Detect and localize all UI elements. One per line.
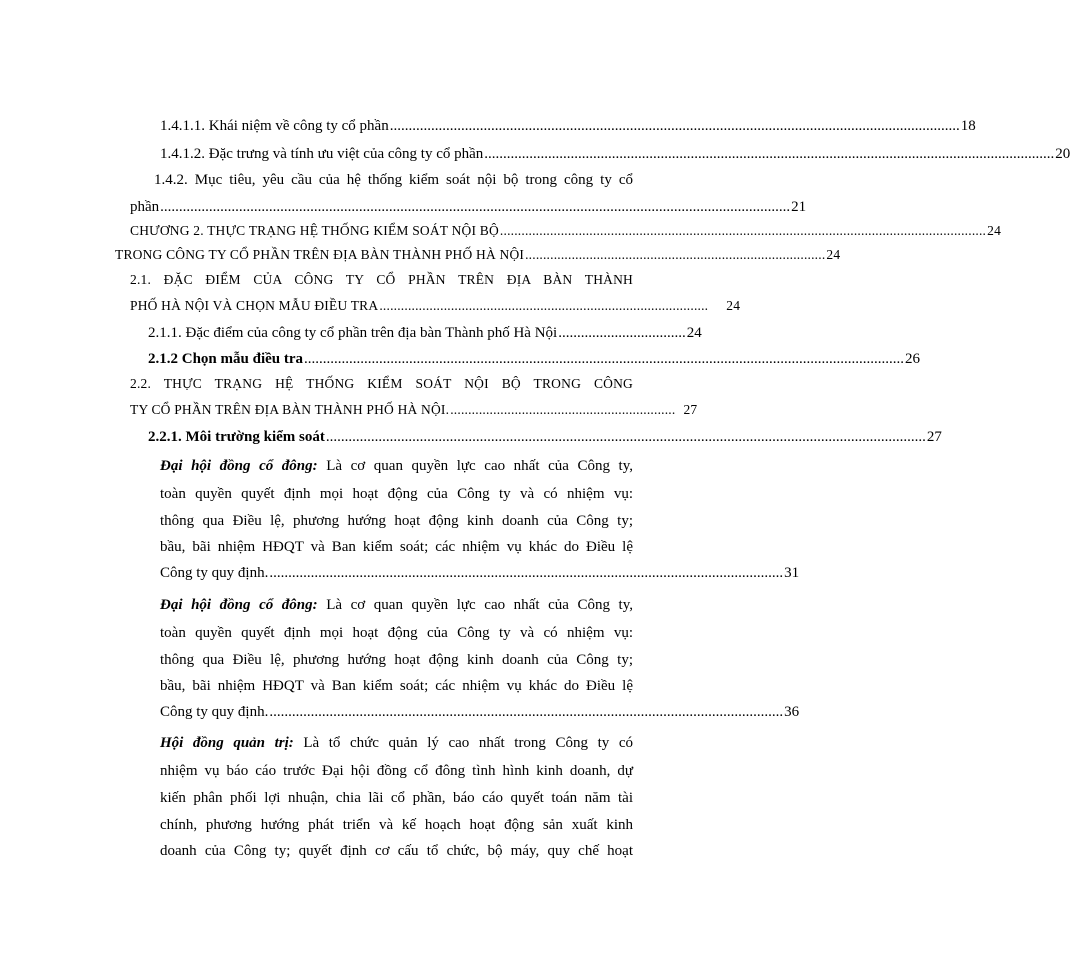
toc-entry-2-2-1[interactable]: [148, 427, 942, 447]
paragraph-2-line-2: toàn quyền quyết định mọi hoạt động của Công ty và có nhiệm vụ:: [160, 625, 633, 641]
toc-entry-title: TRONG CÔNG TY CỔ PHẦN TRÊN ĐỊA BÀN THÀNH PHỐ HÀ NỘI: [115, 247, 525, 262]
paragraph-1-line-2: toàn quyền quyết định mọi hoạt động của Công ty và có nhiệm vụ:: [160, 486, 633, 502]
toc-entry-1-4-2-line1[interactable]: 1.4.2. Mục tiêu, yêu cầu của hệ thống kiểm soát nội bộ trong công ty cổ: [154, 172, 633, 188]
toc-entry-1-4-2[interactable]: [130, 197, 807, 217]
toc-leader-dots: ...............................................................: [450, 402, 676, 417]
toc-entry-2-1[interactable]: [130, 296, 741, 316]
toc-entry-1-4-1-2[interactable]: [160, 144, 1070, 164]
paragraph-label: Đại hội đồng cổ đông:: [160, 458, 318, 474]
toc-entry-title: CHƯƠNG 2. THỰC TRẠNG HỆ THỐNG KIỂM SOÁT NỘI BỘ: [130, 223, 499, 238]
toc-entry-chapter-2-line2[interactable]: [115, 245, 841, 265]
toc-entry-page: 21: [791, 199, 807, 215]
toc-leader-dots: .........................................................................................................................................: [269, 704, 784, 720]
paragraph-2-line-5[interactable]: Công ty quy định. ......................................................................................................................................... 36: [160, 704, 800, 720]
paragraph-1-line-4: bầu, bãi nhiệm HĐQT và Ban kiểm soát; các nhiệm vụ khác do Điều lệ: [160, 539, 633, 555]
toc-entry-2-2-line1[interactable]: 2.2. THỰC TRẠNG HỆ THỐNG KIỂM SOÁT NỘI BỘ TRONG CÔNG: [130, 376, 633, 391]
toc-leader-dots: ........................................................................................................................................................: [484, 146, 1055, 162]
toc-leader-dots: ........................................................................................................................................: [499, 223, 987, 238]
paragraph-2-line-1: Đại hội đồng cổ đông: Là cơ quan quyền lực cao nhất của Công ty,: [160, 597, 633, 613]
toc-entry-page: 27: [926, 429, 942, 445]
toc-leader-dots: ..................................: [558, 325, 686, 341]
toc-leader-dots: ....................................................................................: [525, 247, 826, 262]
toc-leader-dots: ........................................................................................................................................................................: [160, 199, 791, 215]
toc-entry-chapter-2-line1[interactable]: [130, 221, 1002, 241]
paragraph-label: Đại hội đồng cổ đông:: [160, 597, 318, 613]
toc-entry-title: PHỐ HÀ NỘI VÀ CHỌN MẪU ĐIỀU TRA: [130, 298, 379, 313]
toc-entry-2-2[interactable]: [130, 400, 698, 420]
toc-entry-2-1-2[interactable]: [148, 349, 921, 369]
toc-leader-dots: .........................................................................................................................................: [269, 565, 784, 581]
paragraph-1-line-5[interactable]: Công ty quy định. ......................................................................................................................................... 31: [160, 565, 800, 581]
toc-entry-page: 26: [905, 351, 921, 367]
toc-entry-1-4-1-1[interactable]: [160, 116, 976, 136]
toc-entry-page: 18: [960, 118, 976, 134]
toc-entry-2-1-line1[interactable]: 2.1. ĐẶC ĐIỂM CỦA CÔNG TY CỔ PHẦN TRÊN ĐỊA BÀN THÀNH: [130, 272, 633, 287]
toc-entry-title: 2.1.2 Chọn mẫu điều tra: [148, 351, 304, 367]
toc-entry-page: 27: [683, 402, 698, 417]
paragraph-2-line-4: bầu, bãi nhiệm HĐQT và Ban kiểm soát; các nhiệm vụ khác do Điều lệ: [160, 678, 633, 694]
toc-entry-page: 24: [686, 325, 702, 341]
paragraph-3-line-5: doanh của Công ty; quyết định cơ cấu tổ chức, bộ máy, quy chế hoạt: [160, 843, 633, 859]
paragraph-3-line-1: Hội đồng quản trị: Là tổ chức quản lý cao nhất trong Công ty có: [160, 735, 633, 751]
toc-leader-dots: ................................................................................................................................................................: [304, 351, 905, 367]
toc-entry-page: 20: [1055, 146, 1070, 162]
paragraph-3-line-3: kiến phân phối lợi nhuận, chia lãi cổ phần, báo cáo quyết toán năm tài: [160, 790, 633, 806]
toc-entry-title: 2.2.1. Môi trường kiểm soát: [148, 429, 325, 445]
toc-entry-page: 24: [826, 247, 841, 262]
toc-entry-page: 31: [784, 565, 800, 581]
toc-entry-title: TY CỔ PHẦN TRÊN ĐỊA BÀN THÀNH PHỐ HÀ NỘI.: [130, 402, 450, 417]
toc-entry-page: 36: [784, 704, 800, 720]
toc-entry-page: 24: [726, 298, 741, 313]
toc-leader-dots: ........................................................................................................................................................: [389, 118, 960, 134]
paragraph-3-line-4: chính, phương hướng phát triển và kế hoạch hoạt động sản xuất kinh: [160, 817, 633, 833]
toc-leader-dots: ............................................................................................: [379, 298, 709, 313]
toc-leader-dots: ................................................................................................................................................................: [325, 429, 926, 445]
paragraph-1-line-3: thông qua Điều lệ, phương hướng hoạt động kinh doanh của Công ty;: [160, 513, 633, 529]
toc-entry-page: 24: [987, 223, 1002, 238]
paragraph-3-line-2: nhiệm vụ báo cáo trước Đại hội đồng cổ đông tình hình kinh doanh, dự: [160, 763, 633, 779]
paragraph-2-line-3: thông qua Điều lệ, phương hướng hoạt động kinh doanh của Công ty;: [160, 652, 633, 668]
toc-entry-title: phần: [130, 199, 160, 215]
paragraph-1-line-1: Đại hội đồng cổ đông: Là cơ quan quyền lực cao nhất của Công ty,: [160, 458, 633, 474]
toc-entry-2-1-1[interactable]: [148, 323, 702, 343]
paragraph-label: Hội đồng quản trị:: [160, 735, 294, 751]
toc-entry-title: 1.4.1.2. Đặc trưng và tính ưu việt của công ty cổ phần: [160, 146, 484, 162]
toc-entry-title: 1.4.1.1. Khái niệm về công ty cổ phần: [160, 118, 389, 134]
toc-entry-title: 2.1.1. Đặc điểm của công ty cổ phần trên địa bàn Thành phố Hà Nội: [148, 325, 558, 341]
